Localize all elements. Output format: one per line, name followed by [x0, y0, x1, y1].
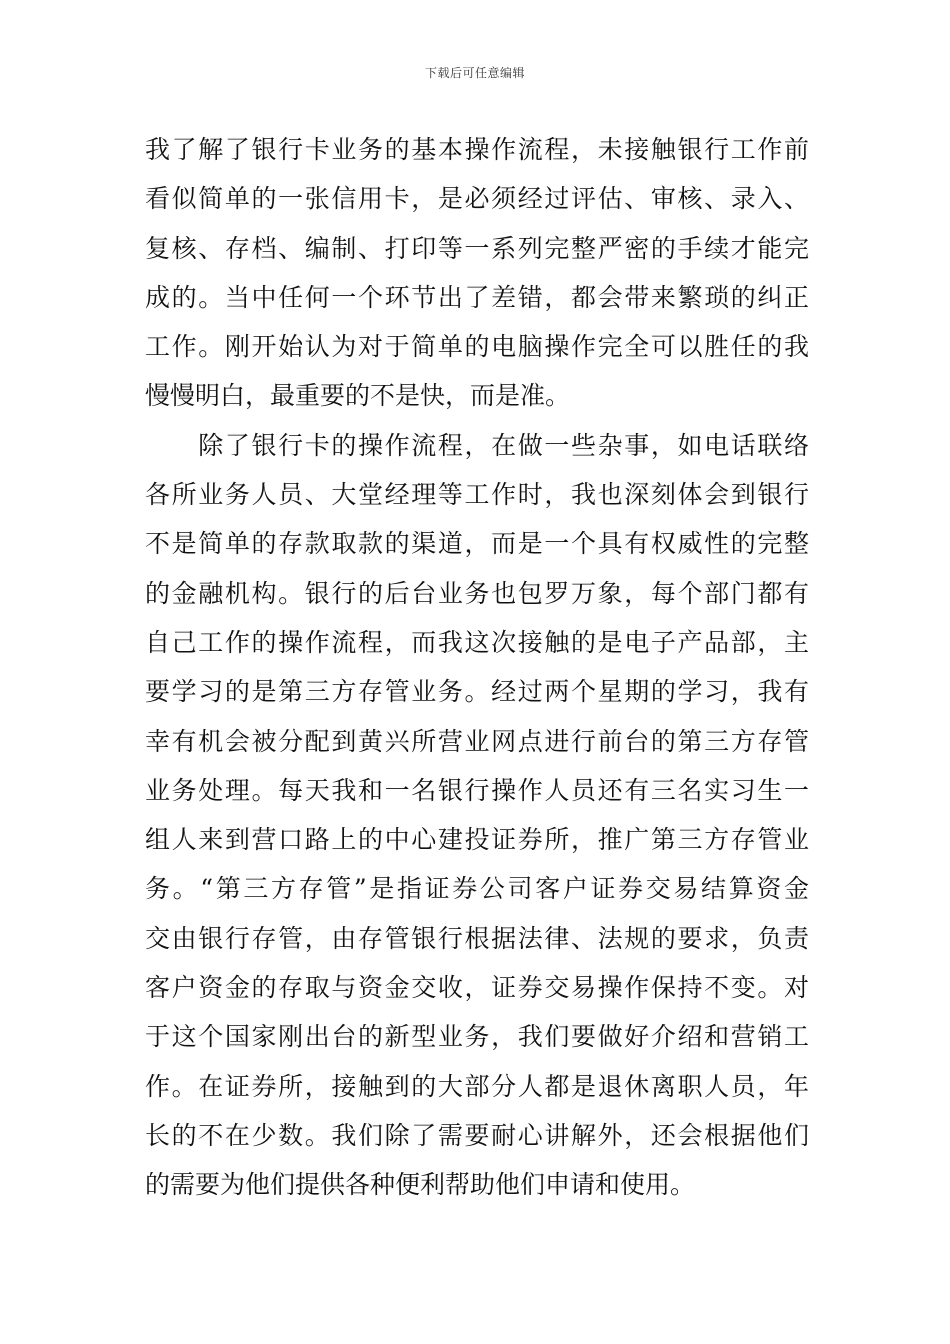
text-line: 客户资金的存取与资金交收，证券交易操作保持不变。对 — [145, 973, 809, 1003]
text-line: 长的不在少数。我们除了需要耐心讲解外，还会根据他们 — [145, 1120, 809, 1150]
text-line: 的金融机构。银行的后台业务也包罗万象，每个部门都有 — [145, 578, 809, 608]
text-line: 务。“第三方存管”是指证券公司客户证券交易结算资金 — [145, 874, 809, 904]
page-header: 下载后可任意编辑 — [424, 66, 525, 80]
text-line: 业务处理。每天我和一名银行操作人员还有三名实习生一 — [145, 775, 809, 805]
text-line: 慢慢明白，最重要的不是快，而是准。 — [145, 381, 571, 411]
text-line: 作。在证券所，接触到的大部分人都是退休离职人员，年 — [145, 1071, 809, 1101]
text-line: 交由银行存管，由存管银行根据法律、法规的要求，负责 — [145, 923, 809, 953]
text-line: 复核、存档、编制、打印等一系列完整严密的手续才能完 — [145, 233, 809, 263]
text-line: 于这个国家刚出台的新型业务，我们要做好介绍和营销工 — [145, 1022, 809, 1052]
text-line: 组人来到营口路上的中心建投证券所，推广第三方存管业 — [145, 825, 809, 855]
text-line: 除了银行卡的操作流程，在做一些杂事，如电话联络 — [145, 430, 809, 460]
text-line: 要学习的是第三方存管业务。经过两个星期的学习，我有 — [145, 677, 809, 707]
text-line: 看似简单的一张信用卡，是必须经过评估、审核、录入、 — [145, 184, 809, 214]
document-body — [145, 125, 809, 1210]
text-line: 我了解了银行卡业务的基本操作流程，未接触银行工作前 — [145, 135, 809, 164]
text-line: 不是简单的存款取款的渠道，而是一个具有权威性的完整 — [145, 529, 809, 559]
text-line: 成的。当中任何一个环节出了差错，都会带来繁琐的纠正 — [145, 282, 809, 312]
text-line: 的需要为他们提供各种便利帮助他们申请和使用。 — [145, 1170, 696, 1200]
text-line: 幸有机会被分配到黄兴所营业网点进行前台的第三方存管 — [145, 726, 809, 756]
text-line: 自己工作的操作流程，而我这次接触的是电子产品部，主 — [145, 627, 809, 657]
text-line: 工作。刚开始认为对于简单的电脑操作完全可以胜任的我 — [145, 332, 809, 362]
text-line: 各所业务人员、大堂经理等工作时，我也深刻体会到银行 — [145, 480, 809, 510]
